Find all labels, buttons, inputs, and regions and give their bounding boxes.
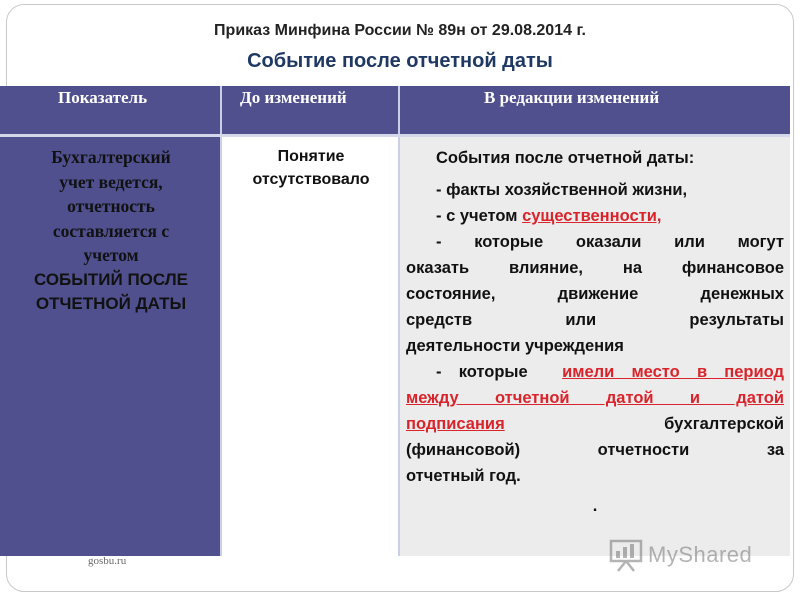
highlight-period: между отчетной датой и датой — [406, 389, 784, 407]
after-item-text: бухгалтерской — [504, 415, 784, 433]
indicator-line: составляется с — [52, 220, 170, 241]
trailing-dot: . — [592, 497, 598, 515]
highlight-period: подписания — [406, 415, 505, 433]
indicator-line: учетом — [83, 245, 139, 265]
after-cell — [400, 137, 790, 556]
indicator-line: учет ведется, — [59, 171, 163, 192]
comparison-table — [0, 86, 790, 556]
order-reference: Приказ Минфина России № 89н от 29.08.2014 г. — [214, 22, 586, 39]
after-item-line: (финансовой) отчетности за — [406, 441, 784, 459]
after-heading: События после отчетной даты: — [436, 149, 695, 167]
source-label: gosbu.ru — [88, 555, 127, 567]
before-cell — [222, 137, 400, 556]
column-header-indicator: Показатель — [0, 86, 222, 134]
highlight-period: имели место в период — [562, 363, 784, 381]
indicator-caps-line: СОБЫТИЙ ПОСЛЕ — [33, 269, 189, 289]
presentation-board-icon — [608, 538, 644, 572]
slide-title: Событие после отчетной даты — [247, 50, 553, 72]
after-item-text: - с учетом — [436, 207, 523, 225]
after-item-line: - которые оказали или могут — [436, 233, 784, 251]
after-item-line: средств или результаты — [406, 311, 784, 329]
after-item-line: отчетный год. — [406, 467, 521, 485]
indicator-caps-line: ОТЧЕТНОЙ ДАТЫ — [35, 294, 187, 313]
column-header-before: До изменений — [222, 86, 400, 134]
after-item-line — [406, 359, 784, 385]
before-text — [226, 145, 396, 191]
indicator-cell — [0, 137, 222, 556]
after-item-line — [406, 385, 784, 411]
after-text — [406, 145, 784, 519]
indicator-text — [6, 145, 216, 317]
after-item-line — [406, 411, 784, 437]
after-item — [406, 203, 784, 229]
column-header-after: В редакции изменений — [400, 86, 790, 134]
indicator-line: отчетность — [67, 196, 155, 216]
before-line: Понятие — [277, 148, 345, 165]
highlight-materiality: существенности, — [522, 207, 662, 225]
indicator-line: Бухгалтерский — [51, 147, 171, 167]
before-line: отсутствовало — [252, 171, 370, 188]
after-item: - факты хозяйственной жизни, — [436, 181, 688, 199]
after-item-line: оказать влияние, на финансовое — [406, 259, 784, 277]
after-item-line: состояние, движение денежных — [406, 285, 784, 303]
watermark-text: MyShared — [648, 542, 753, 567]
watermark — [608, 536, 768, 576]
after-item-text: - которые — [436, 363, 545, 381]
after-item-line: деятельности учреждения — [406, 337, 624, 355]
